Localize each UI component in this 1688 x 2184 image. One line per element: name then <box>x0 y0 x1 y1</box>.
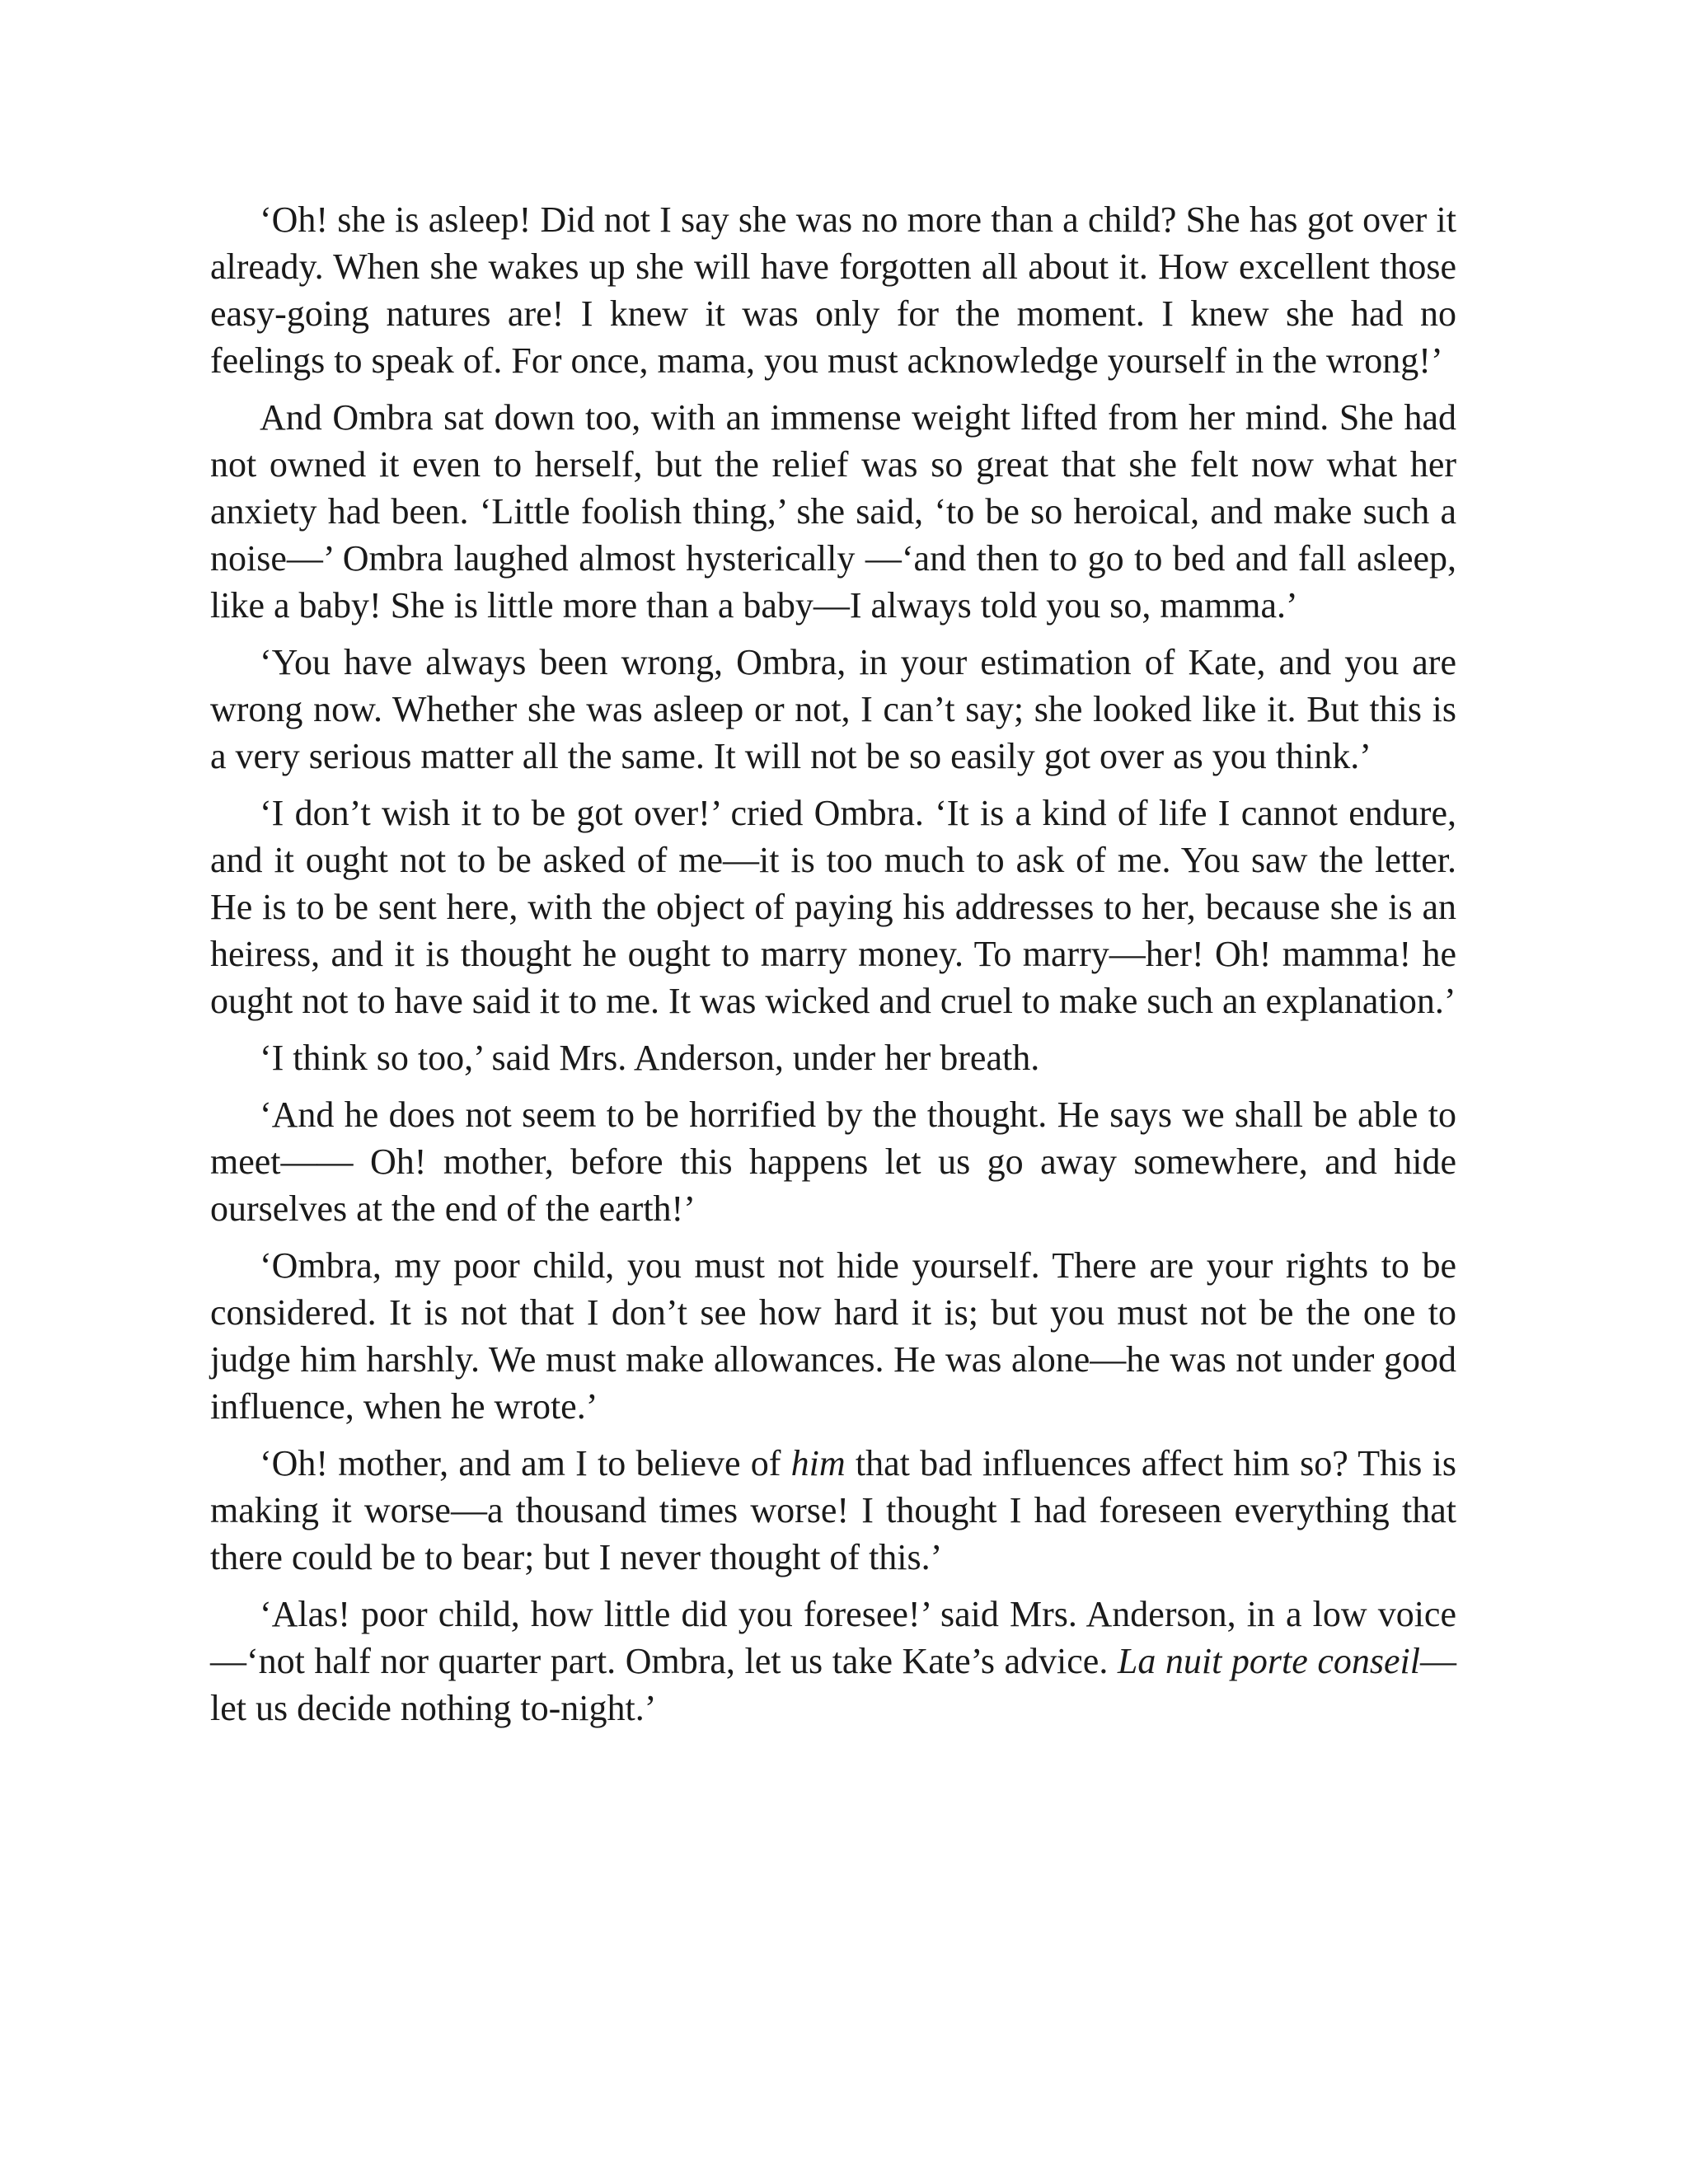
paragraph-text: —let us decide nothing to-night.’ <box>210 1641 1456 1728</box>
paragraph-text: ‘Oh! she is asleep! Did not I say she was no more than a child? She has got over it already. When she wakes up she will have forgotten all about it. How excellent those easy-going natures are! I knew it was only for the moment. I knew she had no feelings to speak of. For once, mama, you must acknowledge yourself in the wrong!’ <box>210 199 1456 381</box>
paragraph-text: ‘Ombra, my poor child, you must not hide yourself. There are your rights to be considered. It is not that I don’t see how hard it is; but you must not be the one to judge him harshly. We must make allowances. He was alone—he was not under good influence, when he wrote.’ <box>210 1245 1456 1427</box>
paragraph-4 <box>210 790 1456 1024</box>
paragraph-2 <box>210 394 1456 629</box>
italic-emphasis: him <box>790 1443 846 1483</box>
paragraph-9 <box>210 1591 1456 1732</box>
paragraph-5 <box>210 1034 1456 1081</box>
paragraph-text: And Ombra sat down too, with an immense weight lifted from her mind. She had not owned it even to herself, but the relief was so great that she felt now what her anxiety had been. ‘Little foolish thing,’ she said, ‘to be so heroical, and make such a noise—’ Ombra laughed almost hysterically —‘and then to go to bed and fall asleep, like a baby! She is little more than a baby—I always told you so, mamma.’ <box>210 397 1456 626</box>
paragraph-6 <box>210 1091 1456 1232</box>
paragraph-1 <box>210 196 1456 384</box>
paragraph-8 <box>210 1440 1456 1581</box>
paragraph-text: ‘I don’t wish it to be got over!’ cried Ombra. ‘It is a kind of life I cannot endure, and it ought not to be asked of me—it is too much to ask of me. You saw the letter. He is to be sent here, with the object of paying his addresses to her, because she is an heiress, and it is thought he ought to marry money. To marry—her! Oh! mamma! he ought not to have said it to me. It was wicked and cruel to make such an explanation.’ <box>210 793 1456 1021</box>
paragraph-text: that bad influences affect him so? This is making it worse—a thousand times worse! I thought I had foreseen everything that there could be to bear; but I never thought of this.’ <box>210 1443 1456 1577</box>
paragraph-7 <box>210 1242 1456 1430</box>
book-page-text <box>210 196 1456 1732</box>
paragraph-text: ‘I think so too,’ said Mrs. Anderson, under her breath. <box>260 1038 1040 1078</box>
italic-emphasis: La nuit porte conseil <box>1117 1641 1420 1681</box>
paragraph-3 <box>210 639 1456 780</box>
paragraph-text: ‘Oh! mother, and am I to believe of <box>260 1443 791 1483</box>
paragraph-text: ‘Alas! poor child, how little did you foresee!’ said Mrs. Anderson, in a low voice—‘not half nor quarter part. Ombra, let us take Kate’s advice. <box>210 1594 1456 1681</box>
paragraph-text: ‘You have always been wrong, Ombra, in your estimation of Kate, and you are wrong now. Whether she was asleep or not, I can’t say; she looked like it. But this is a very serious matter all the same. It will not be so easily got over as you think.’ <box>210 642 1456 776</box>
paragraph-text: ‘And he does not seem to be horrified by the thought. He says we shall be able to meet—— Oh! mother, before this happens let us go away somewhere, and hide ourselves at the end of the earth!’ <box>210 1094 1456 1229</box>
